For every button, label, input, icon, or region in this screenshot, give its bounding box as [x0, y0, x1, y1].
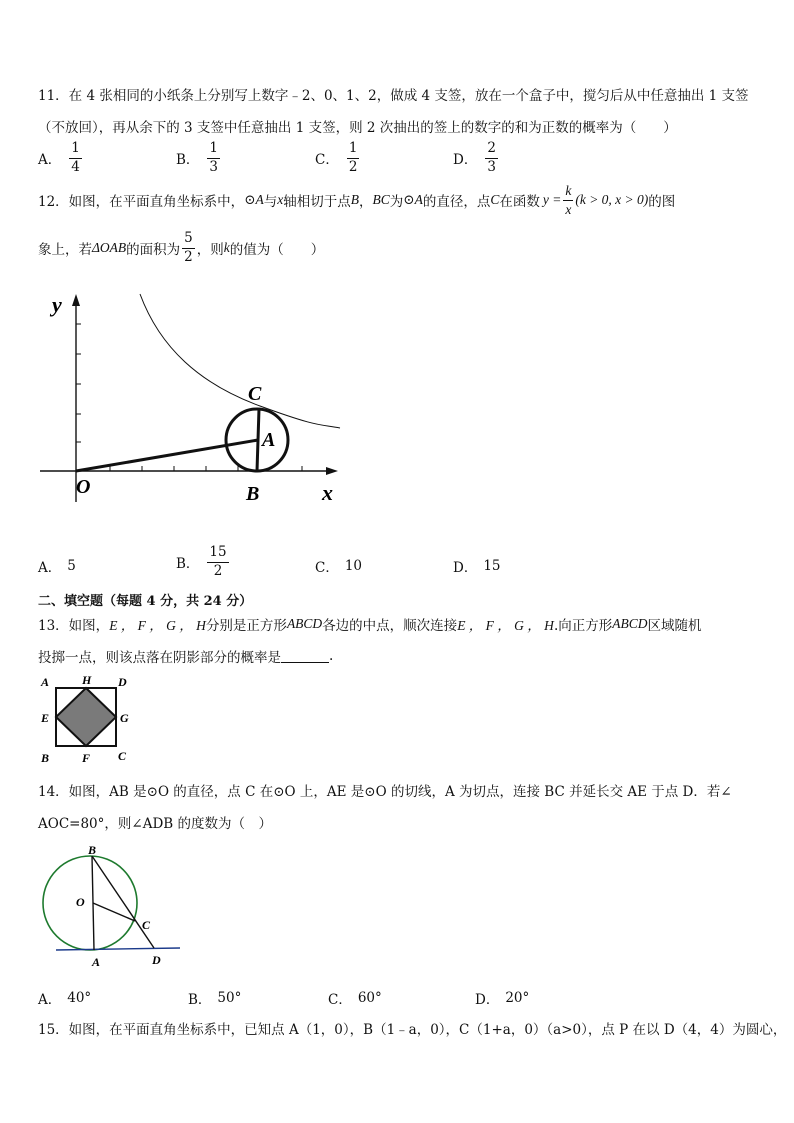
label-o: O — [76, 476, 91, 498]
label-x: x — [322, 480, 333, 505]
q14-figure — [36, 840, 186, 972]
q14-option-d[interactable]: D． 20° — [475, 990, 530, 1008]
label-o: O — [76, 895, 85, 909]
q13-figure — [36, 672, 136, 770]
q12-line1: 12．如图，在平面直角坐标系中， ⊙ A 与 x 轴相切于点 B ， BC 为 ⊙ A 的直径，点 C 在函数 y = $\frac{k}{x}$ (k > 0, x > 0) 的图 — [38, 183, 676, 217]
label-b: B — [41, 751, 50, 765]
q14-line1: 14．如图，AB 是⊙O 的直径，点 C 在⊙O 上，AE 是⊙O 的切线，A 为切点，连接 BC 并延长交 AE 于点 D．若∠ — [38, 784, 732, 800]
x-arrow-icon — [326, 467, 338, 475]
label-c: C — [248, 383, 262, 405]
q11-option-b[interactable]: B． $\frac{1}{3}$ — [176, 140, 219, 175]
label-y: y — [52, 292, 62, 317]
q12-option-a[interactable]: A． 5 — [38, 558, 76, 576]
label-c: C — [118, 749, 127, 763]
shaded-rhombus — [56, 688, 116, 746]
q12-option-b[interactable]: B． $\frac{15}{2}$ — [176, 544, 227, 579]
fraction: $\frac{1}{2}$ — [348, 140, 358, 175]
fraction: $\frac{2}{3}$ — [487, 140, 496, 175]
y-arrow-icon — [72, 294, 80, 306]
fraction: $\frac{15}{2}$ — [209, 544, 227, 579]
q11-option-a[interactable]: A． $\frac{1}{4}$ — [38, 140, 80, 175]
q11-option-c[interactable]: C． $\frac{1}{2}$ — [315, 140, 358, 175]
q14-option-a[interactable]: A． 40° — [38, 990, 92, 1008]
q14-line2: AOC=80°，则∠ADB 的度数为（ ） — [38, 816, 272, 832]
q12-figure — [30, 288, 350, 510]
label-a: A — [92, 955, 101, 969]
q11-line1: 11．在 4 张相同的小纸条上分别写上数字﹣2、0、1、2，做成 4 支签，放在一个盒子中，搅匀后从中任意抽出 1 支签 — [38, 88, 749, 104]
q12-option-c[interactable]: C． 10 — [315, 558, 363, 576]
answer-blank[interactable] — [281, 650, 329, 663]
q12-option-d[interactable]: D． 15 — [453, 558, 501, 576]
label-c: C — [142, 918, 151, 932]
label-g: G — [120, 711, 129, 725]
q12-line2: 象上，若 ΔOAB 的面积为 $\frac{5}{2}$ ，则 k 的值为（ ） — [38, 230, 325, 265]
fraction: $\frac{5}{2}$ — [184, 230, 193, 265]
segment-oc — [93, 903, 135, 921]
fraction: $\frac{k}{x}$ — [565, 183, 572, 217]
q14-option-b[interactable]: B． 50° — [188, 990, 242, 1008]
section-heading: 二、填空题（每题 4 分，共 24 分） — [38, 594, 253, 609]
fraction: $\frac{1}{4}$ — [71, 140, 80, 175]
tangent-line — [56, 948, 180, 950]
label-b: B — [88, 843, 97, 857]
q11-option-d[interactable]: D． $\frac{2}{3}$ — [453, 140, 496, 175]
label-d: D — [152, 953, 161, 967]
label-d: D — [118, 675, 127, 689]
fraction: $\frac{1}{3}$ — [209, 140, 219, 175]
hyperbola-curve — [140, 294, 340, 428]
label-b: B — [246, 483, 260, 505]
q11-line2: （不放回），再从余下的 3 支签中任意抽出 1 支签，则 2 次抽出的签上的数字的和为正数的概率为（ ） — [38, 120, 677, 136]
q13-line2: 投掷一点，则该点落在阴影部分的概率是 . — [38, 648, 334, 666]
label-e: E — [41, 711, 50, 725]
label-a: A — [262, 429, 276, 451]
label-a: A — [41, 675, 50, 689]
q13-line1: 13．如图， E ， F ， G ， H 分别是正方形 ABCD 各边的中点，顺次连接 E ， F ， G ， H .向正方形 ABCD 区域随机 — [38, 616, 702, 634]
label-f: F — [82, 751, 91, 765]
label-h: H — [82, 673, 92, 687]
y-ticks — [76, 324, 81, 442]
q14-option-c[interactable]: C． 60° — [328, 990, 382, 1008]
q15-line1: 15．如图，在平面直角坐标系中，已知点 A（1，0），B（1﹣a，0），C（1+a，0）（a>0），点 P 在以 D（4，4）为圆心， — [38, 1022, 787, 1038]
